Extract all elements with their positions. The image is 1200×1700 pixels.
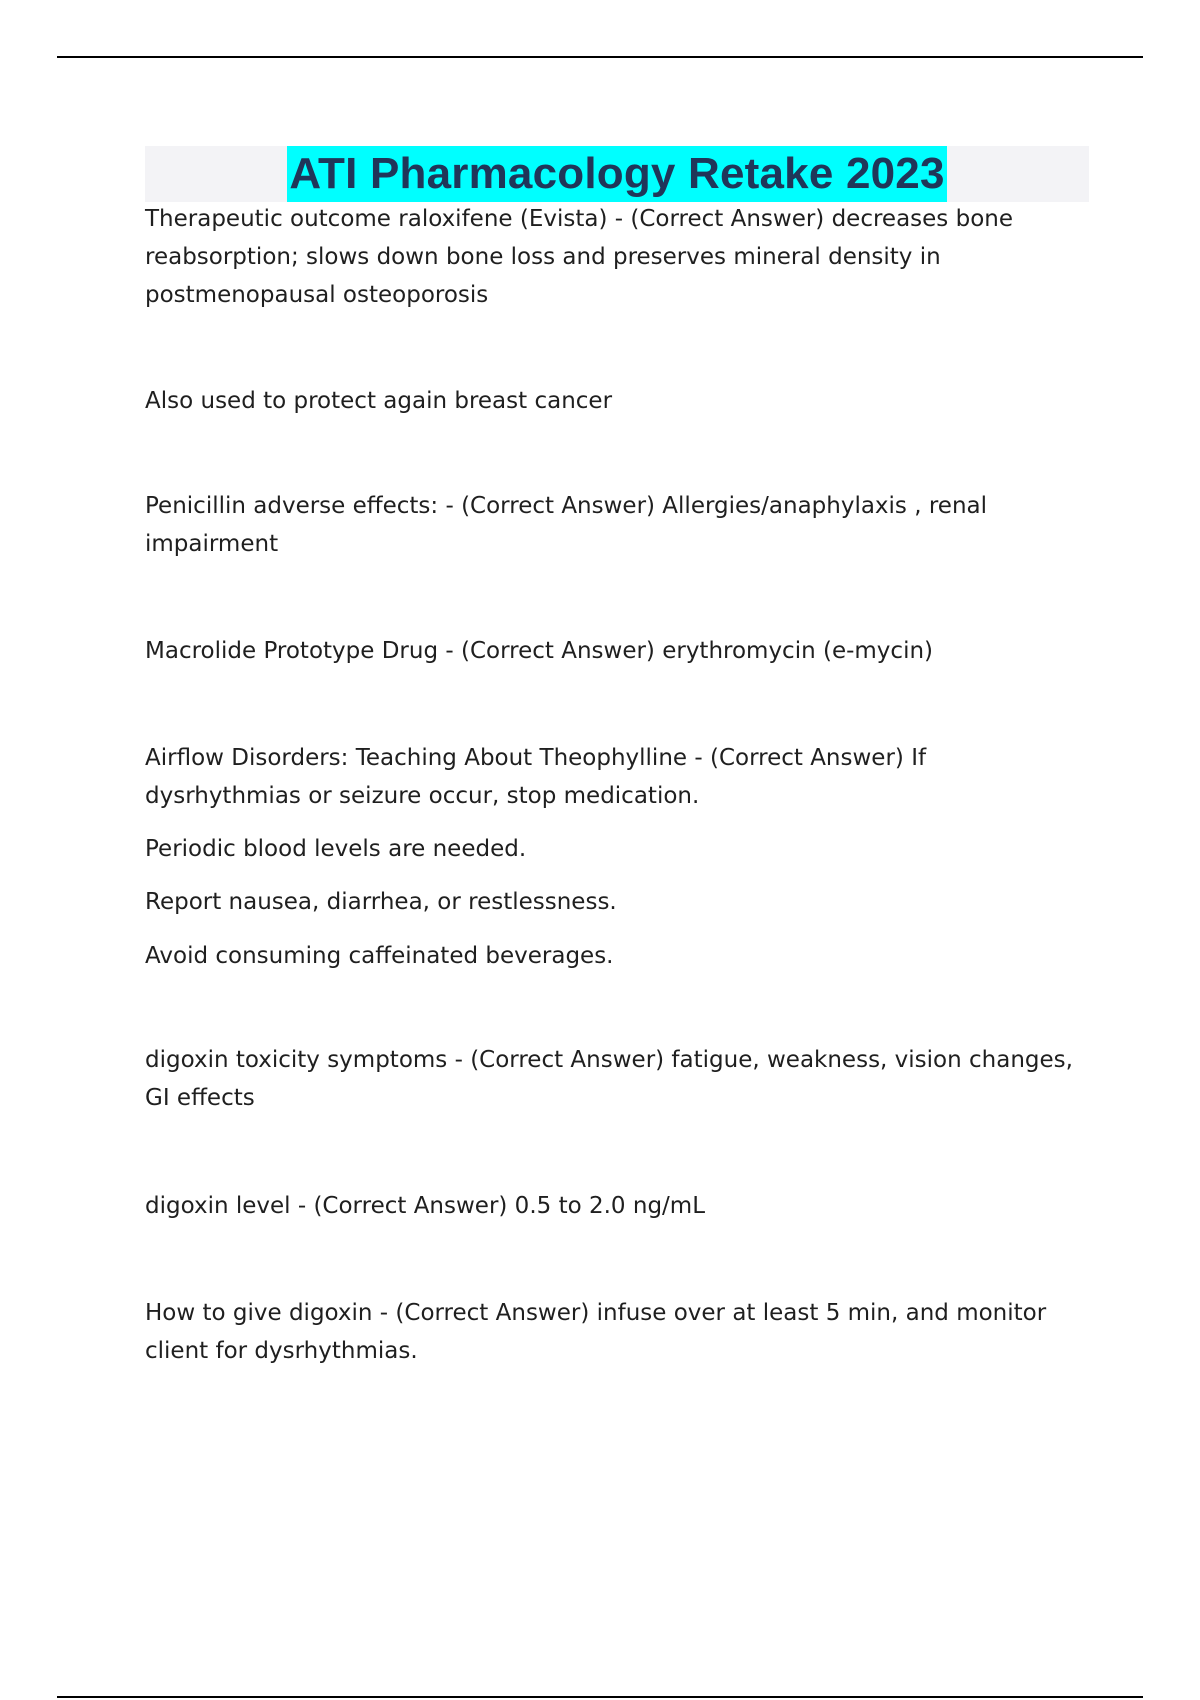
paragraph-digoxin-toxicity: digoxin toxicity symptoms - (Correct Answer) fatigue, weakness, vision changes, GI effects xyxy=(145,1047,1073,1111)
paragraph-theophylline: Airflow Disorders: Teaching About Theophylline - (Correct Answer) If dysrhythmias or seizure occur, stop medication. xyxy=(145,745,927,809)
page-title: ATI Pharmacology Retake 2023 xyxy=(287,146,946,202)
paragraph-raloxifene: Therapeutic outcome raloxifene (Evista) - (Correct Answer) decreases bone reabsorption; slows down bone loss and preserves mineral density in postmenopausal osteoporosis xyxy=(145,206,1014,308)
top-rule xyxy=(57,56,1143,58)
title-band xyxy=(145,146,1089,202)
paragraph-give-digoxin: How to give digoxin - (Correct Answer) infuse over at least 5 min, and monitor client for dysrhythmias. xyxy=(145,1300,1047,1364)
paragraph-avoid-caffeine: Avoid consuming caffeinated beverages. xyxy=(145,943,614,969)
paragraph-digoxin-level: digoxin level - (Correct Answer) 0.5 to 2.0 ng/mL xyxy=(145,1193,706,1219)
paragraph-report-nausea: Report nausea, diarrhea, or restlessness. xyxy=(145,889,617,915)
paragraph-penicillin: Penicillin adverse effects: - (Correct Answer) Allergies/anaphylaxis , renal impairment xyxy=(145,493,988,557)
bottom-rule xyxy=(57,1696,1143,1698)
paragraph-breast-cancer: Also used to protect again breast cancer xyxy=(145,388,613,414)
paragraph-macrolide: Macrolide Prototype Drug - (Correct Answer) erythromycin (e-mycin) xyxy=(145,638,934,664)
paragraph-blood-levels: Periodic blood levels are needed. xyxy=(145,836,527,862)
